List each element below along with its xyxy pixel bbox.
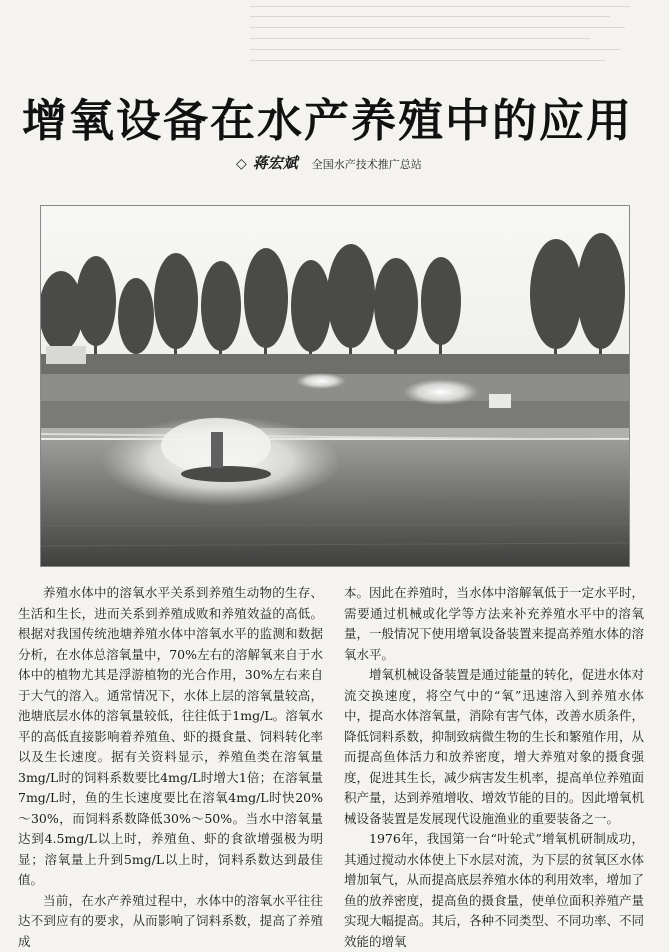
body-paragraph: 养殖水体中的溶氧水平关系到养殖生动物的生存、生活和生长，进而关系到养殖成败和养殖效益的高低。根据对我国传统池塘养殖水体中溶氧水平的监测和数据分析，在水体总溶氧量中，70%左右的溶解氧来自于水体中的植物尤其是浮游植物的光合作用，30%左右来自于大气的溶入。通常情况下，水体上层的溶氧量较高，池塘底层水体的溶氧量较低，往往低于1mg/L。溶氧水平的高低直接影响着养殖鱼、虾的摄食量、饲料转化率以及生长速度。据有关资料显示，养殖鱼类在溶氧量3mg/L时的饲料系数要比4mg/L时增大1倍；在溶氧量7mg/L时，鱼的生长速度要比在溶氧4mg/L时快20%～30%，而饲料系数降低30%～50%。当水中溶氧量达到4.5mg/L以上时，养殖鱼、虾的食欲增强极为明显；溶氧量上升到5mg/L以上时，饲料系数达到最佳值。 <box>18 583 323 891</box>
body-column-right <box>344 583 644 952</box>
byline <box>236 152 422 173</box>
author-name: 蒋宏斌 <box>253 154 298 172</box>
body-column-left <box>18 583 323 952</box>
author-affiliation: 全国水产技术推广总站 <box>312 158 422 171</box>
body-paragraph-continued: 本。因此在养殖时，当水体中溶解氧低于一定水平时，需要通过机械或化学等方法来补充养殖水平中的溶氧量，一般情况下使用增氧设备装置来提高养殖水体的溶氧水平。 <box>344 583 644 665</box>
body-paragraph: 当前，在水产养殖过程中，水体中的溶氧水平往往达不到应有的要求，从而影响了饲料系数，提高了养殖成 <box>18 891 323 952</box>
diamond-icon: ◇ <box>236 156 247 172</box>
body-paragraph: 1976年，我国第一台“叶轮式”增氧机研制成功，其通过搅动水体使上下水层对流，为下层的贫氧区水体增加氧气，从而提高底层养殖水体的利用效率，增加了鱼的放养密度，提高鱼的摄食量，使单位面积养殖产量实现大幅提高。其后，各种不同类型、不同功率、不同效能的增氧 <box>344 829 644 952</box>
body-paragraph: 增氧机械设备装置是通过能量的转化，促进水体对流交换速度，将空气中的“氧”迅速溶入到养殖水体中，提高水体溶氧量，消除有害气体，改善水质条件，降低饲料系数，抑制致病微生物的生长和繁殖作用，从而提高鱼体活力和放养密度，增大养殖对象的摄食强度，促进其生长，减少病害发生机率，提高单位养殖面积产量，达到养殖增收、增效节能的目的。因此增氧机械设备装置是发展现代设施渔业的重要装备之一。 <box>344 665 644 829</box>
aerator-pond-photo <box>40 205 630 567</box>
facing-page-bleed-through <box>0 0 669 96</box>
article-title: 增氧设备在水产养殖中的应用 <box>22 84 652 149</box>
